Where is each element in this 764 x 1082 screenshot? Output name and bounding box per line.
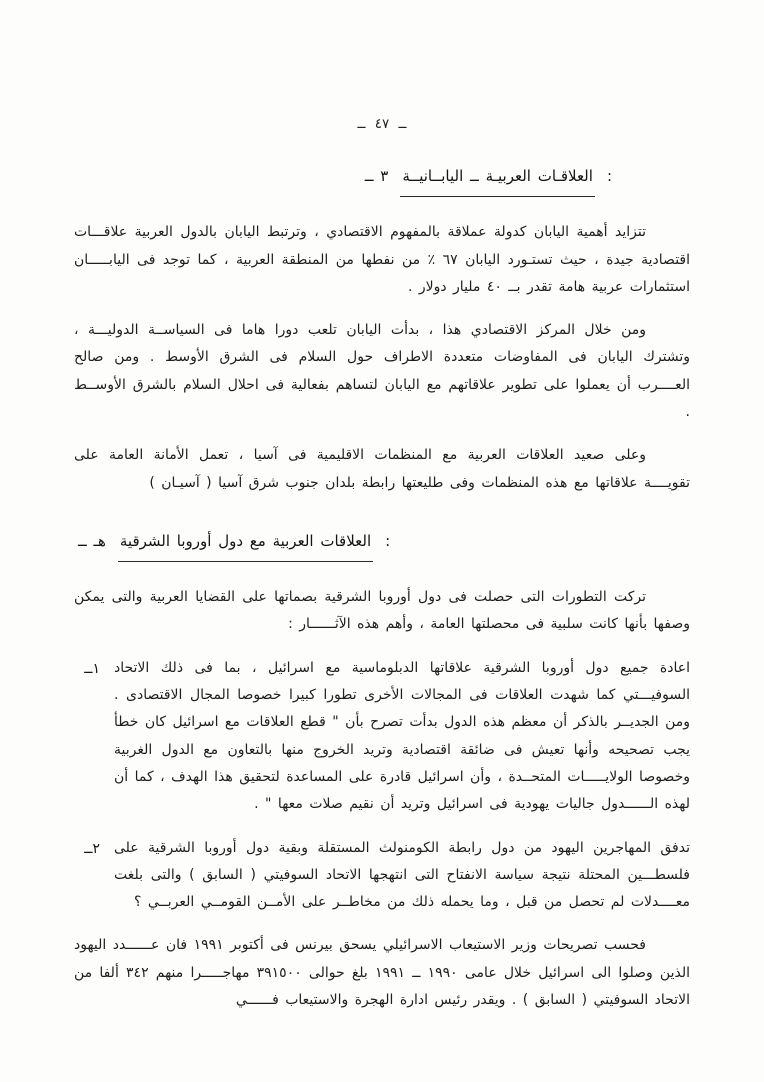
section-heading-eastern-europe-title: العلاقات العربية مع دول أوروبا الشرقية <box>118 527 373 562</box>
heading-colon: : <box>606 167 612 185</box>
section-heading-eastern-europe <box>78 527 390 562</box>
section-heading-japan-title: العلاقـات العربيـة ــ اليابــانيــة <box>400 162 595 197</box>
section-heading-japan <box>365 162 612 197</box>
section-number-marker: ٣ ــ <box>364 167 389 185</box>
section-letter-marker: هـ ــ <box>78 531 106 550</box>
paragraph-japan-economy: تتزايد أهمية اليابان كدولة عملاقة بالمفهوم الاقتصادي ، وترتبط اليابان بالدول العربية علاقـــات اقتصادية جيدة ، حيث تستـورد اليابان ٦٧ ٪ من نفطها من المنطقة العربية ، كما توجد فى اليابـــــان استثمارات عربية هامة تقدر بــ ٤٠ مليار دولار . <box>74 224 690 295</box>
item-number-marker: ٢ــ <box>84 840 100 857</box>
page-number: ــ ٤٧ ــ <box>357 116 407 132</box>
document-content <box>74 162 690 1014</box>
item-number-marker: ١ــ <box>84 660 100 677</box>
item-text-diplomatic-relations: اعادة جميع دول أوروبا الشرقية علاقاتها الدبلوماسية مع اسرائيل ، بما فى ذلك الاتحاد السوفيـــتي كما شهدت العلاقات فى المجالات الأخرى تطورا كبيرا خصوصا المجال الاقتصادى . ومن الجديــر بالذكر أن معظم هذه الدول بدأت تصرح بأن " قطع العلاقات مع اسرائيل كان خطأ يجب تصحيحه وأنها تعيش فى ضائقة اقتصادية وتريد الخروج منها بالتعاون مع الدول الغربية وخصوصا الولايـــــات المتحــدة ، وأن اسرائيل قادرة على المساعدة لتحقيق هذا الهدف ، كما أن لهذه الــــــدول جاليات يهودية فى اسرائيل وتريد أن نقيم صلات معها " . <box>114 659 690 813</box>
heading-colon: : <box>385 531 391 550</box>
paragraph-europe-intro: تركت التطورات التى حصلت فى دول أوروبا الشرقية بصماتها على القضايا العربية والتى يمكن وصفها بأنها كانت سلبية فى محصلتها العامة ، وأهم هذه الآثــــــار : <box>74 589 690 633</box>
paragraph-immigration-figures: فحسب تصريحات وزير الاستيعاب الاسرائيلي يسحق بيرنس فى أكتوبر ١٩٩١ فان عــــــدد اليهود الذين وصلوا الى اسرائيل خلال عامى ١٩٩٠ ــ ١٩٩١ بلغ حوالى ٣٩١٥٠٠ مهاجـــــرا منهم ٣٤٢ ألفا من الاتحاد السوفيتي ( السابق ) . ويقدر رئيس ادارة الهجرة والاستيعاب فــــــي <box>74 937 690 1009</box>
item-text-jewish-emigration: تدفق المهاجرين اليهود من دول رابطة الكومنولث المستقلة وبقية دول أوروبا الشرقية على فلسطـــين المحتلة نتيجة سياسة الانفتاح التى انتهجها الاتحاد السوفيتي ( السابق ) والتى بلغت معــــدلات لم تحصل من قبل ، وما يحمله ذلك من مخاطــر على الأمــن القومــي العربــي ؟ <box>114 839 690 911</box>
paragraph-japan-peace-process: ومن خلال المركز الاقتصادي هذا ، بدأت اليابان تلعب دورا هاما فى السياســة الدوليـــة ، وتشترك اليابان فى المفاوضات متعددة الاطراف حول السلام فى الشرق الأوسط . ومن صالح العــــرب أن يعملوا على تطوير علاقاتهم مع اليابان لتساهم بفعالية فى احلال السلام بالشرق الأوســط . <box>74 322 690 421</box>
list-item-2 <box>74 835 690 917</box>
paragraph-asian-organizations: وعلى صعيد العلاقات العربية مع المنظمات الاقليمية فى آسيا ، تعمل الأمانة العامة على تقويــــة علاقاتها مع هذه المنظمات وفى طليعتها رابطة بلدان جنوب شرق آسيا ( آسيـان ) <box>74 447 690 491</box>
list-item-1 <box>74 655 690 819</box>
